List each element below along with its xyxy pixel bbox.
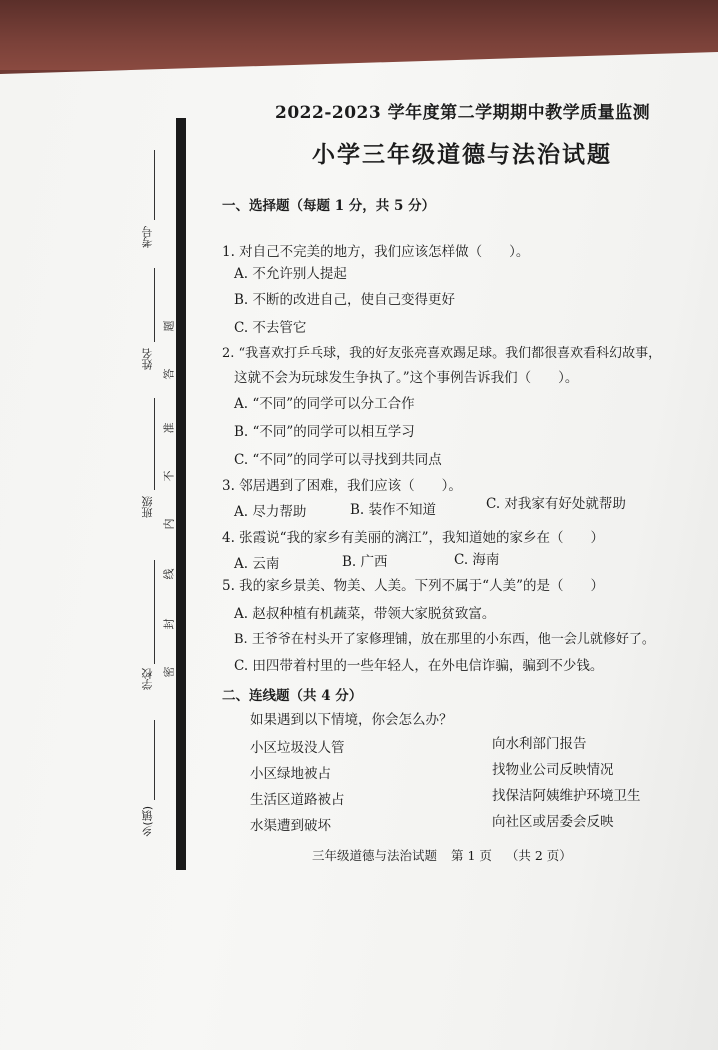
- exam-title: 小学三年级道德与法治试题: [312, 141, 612, 168]
- section1-heading: 一、选择题（每题 1 分，共 5 分）: [222, 198, 436, 214]
- question-1-option-b: B. 不断的改进自己，使自己变得更好: [234, 292, 456, 308]
- question-4-option-a: A. 云南: [234, 556, 280, 572]
- exam-number-label: 考号: [141, 226, 154, 248]
- town-label: 乡(镇): [141, 806, 154, 837]
- footer-page-total: （共 2 页）: [505, 848, 572, 863]
- exam-number-blank: [154, 150, 155, 220]
- question-5-option-a: A. 赵叔种植有机蔬菜，带领大家脱贫致富。: [234, 606, 496, 622]
- question-3-option-a: A. 尽力帮助: [234, 504, 307, 520]
- question-1-option-a: A. 不允许别人提起: [234, 266, 347, 282]
- question-4-option-b: B. 广西: [342, 554, 388, 570]
- question-3-option-b: B. 装作不知道: [350, 502, 437, 518]
- question-3-stem: 3. 邻居遇到了困难，我们应该（ ）。: [222, 478, 462, 494]
- matching-left-item: 水渠遭到破坏: [250, 818, 331, 834]
- class-blank: [154, 398, 155, 490]
- name-label: 姓名: [141, 348, 154, 370]
- question-5-option-c: C. 田四带着村里的一些年轻人，在外电信诈骗，骗到不少钱。: [234, 658, 604, 674]
- matching-right-item: 找物业公司反映情况: [492, 762, 614, 778]
- seal-char: 不: [162, 470, 176, 482]
- matching-left-item: 小区绿地被占: [250, 766, 331, 782]
- school-label: 学校: [141, 668, 154, 690]
- question-5-option-b: B. 王爷爷在村头开了家修理铺，放在那里的小东西，他一会儿就修好了。: [234, 632, 655, 647]
- question-2-stem-continued: 这就不会为玩球发生争执了。”这个事例告诉我们（ ）。: [234, 370, 579, 386]
- matching-left-item: 生活区道路被占: [250, 792, 345, 808]
- matching-right-item: 向水利部门报告: [492, 736, 587, 752]
- question-2-stem: 2. “我喜欢打乒乓球，我的好友张亮喜欢踢足球。我们都很喜欢看科幻故事，: [222, 346, 662, 361]
- question-1-option-c: C. 不去管它: [234, 320, 307, 336]
- question-4-stem: 4. 张霞说“我的家乡有美丽的漓江”，我知道她的家乡在（ ）: [222, 530, 604, 546]
- question-4-option-c: C. 海南: [454, 552, 500, 568]
- question-2-option-c: C. “不同”的同学可以寻找到共同点: [234, 452, 442, 468]
- question-1-stem: 1. 对自己不完美的地方，我们应该怎样做（ ）。: [222, 244, 530, 260]
- seal-char: 封: [162, 618, 176, 630]
- school-blank: [154, 560, 155, 664]
- question-3-option-c: C. 对我家有好处就帮助: [486, 496, 626, 512]
- footer-page-number: 第 1 页: [451, 848, 492, 863]
- question-2-option-a: A. “不同”的同学可以分工合作: [234, 396, 415, 412]
- binding-bar: [176, 118, 186, 870]
- page-footer: [312, 846, 582, 864]
- question-5-stem: 5. 我的家乡景美、物美、人美。下列不属于“人美”的是（ ）: [222, 578, 604, 594]
- question-2-option-b: B. “不同”的同学可以相互学习: [234, 424, 415, 440]
- seal-char: 准: [162, 422, 176, 434]
- seal-char: 内: [162, 518, 176, 530]
- matching-right-item: 向社区或居委会反映: [492, 814, 614, 830]
- matching-prompt: 如果遇到以下情境，你会怎么办？: [250, 712, 453, 728]
- section2-heading: 二、连线题（共 4 分）: [222, 688, 363, 704]
- matching-right-item: 找保洁阿姨维护环境卫生: [492, 788, 641, 804]
- seal-char: 密: [162, 666, 176, 678]
- name-blank: [154, 268, 155, 342]
- town-blank: [154, 720, 155, 800]
- seal-char: 题: [162, 320, 176, 332]
- exam-subtitle: 2022-2023 学年度第二学期期中教学质量监测: [275, 103, 651, 123]
- footer-subject: 三年级道德与法治试题: [312, 848, 438, 863]
- matching-left-item: 小区垃圾没人管: [250, 740, 345, 756]
- seal-char: 答: [162, 368, 176, 380]
- class-label: 班级: [141, 496, 154, 518]
- seal-char: 线: [162, 568, 176, 580]
